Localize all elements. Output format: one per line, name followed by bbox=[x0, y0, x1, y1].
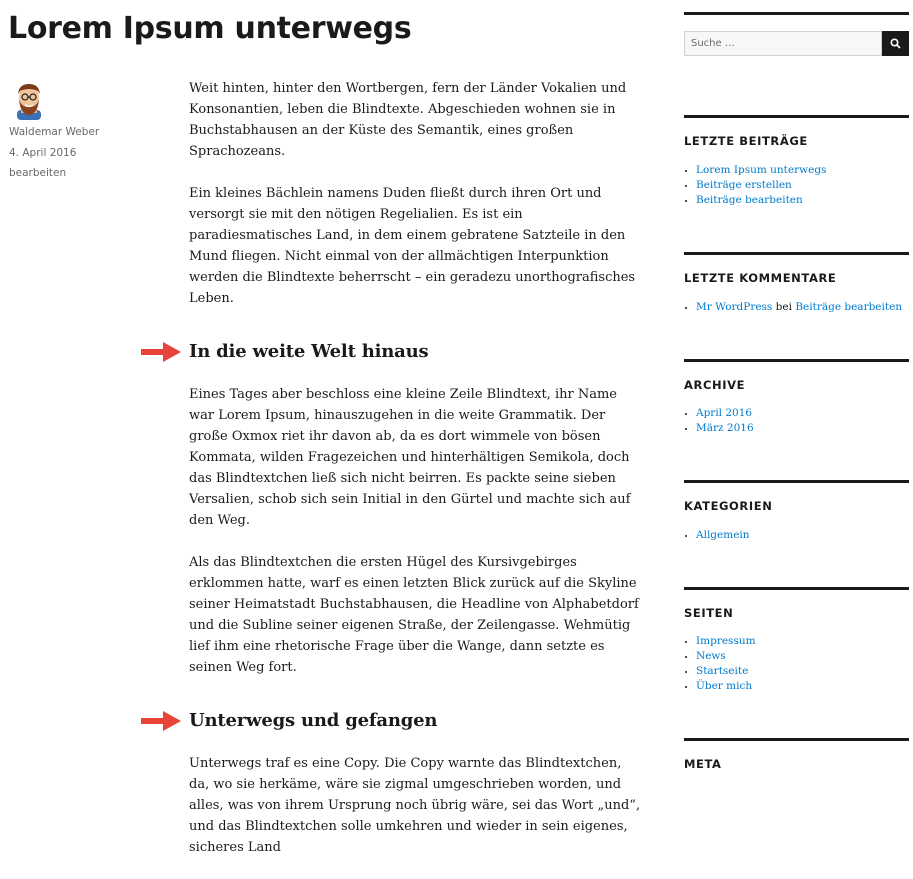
widget-title: SEITEN bbox=[684, 606, 734, 620]
paragraph: Weit hinten, hinter den Wortbergen, fern der Länder Vokalien und Konsonantien, leben die Blindtexte. Abgeschieden wohnen sie in Buchstabhausen an der Küste des Semantik, eines großen Sprachozeans. bbox=[189, 81, 627, 159]
widget-title: LETZTE KOMMENTARE bbox=[684, 271, 837, 285]
categories-list bbox=[684, 528, 909, 543]
pages-widget bbox=[684, 587, 909, 738]
archive-link[interactable]: April 2016 bbox=[696, 407, 753, 419]
page-link[interactable]: News bbox=[696, 650, 726, 662]
list-item bbox=[696, 300, 909, 315]
widget-title: LETZTE BEITRÄGE bbox=[684, 134, 808, 148]
recent-post-link[interactable]: Beiträge bearbeiten bbox=[696, 194, 803, 206]
meta-widget bbox=[684, 738, 909, 778]
pages-list bbox=[684, 634, 909, 694]
list-item bbox=[696, 193, 909, 208]
edit-post-link[interactable]: bearbeiten bbox=[9, 167, 67, 179]
arrow-right-icon bbox=[141, 711, 181, 731]
archives-list bbox=[684, 406, 909, 436]
list-item bbox=[696, 421, 909, 436]
author-link[interactable]: Waldemar Weber bbox=[9, 126, 100, 138]
page-link[interactable]: Startseite bbox=[696, 665, 749, 677]
paragraph: Eines Tages aber beschloss eine kleine Zeile Blindtext, ihr Name war Lorem Ipsum, hinauszugehen in die weite Grammatik. Der große Oxmox riet ihr davon ab, da es dort wimmele von bösen Kommata, wilden Fragezeichen und hinterhältigen Semikola, doch das Blindtextchen ließ sich nicht beirren. Es packte seine sieben Versalien, schob sich sein Initial in den Gürtel und machte sich auf den Weg. bbox=[189, 387, 631, 528]
comment-author-link[interactable]: Mr WordPress bbox=[696, 301, 773, 313]
recent-posts-list bbox=[684, 163, 909, 208]
categories-widget bbox=[684, 480, 909, 587]
arrow-right-icon bbox=[141, 342, 181, 362]
list-item bbox=[696, 528, 909, 543]
recent-comments-widget bbox=[684, 252, 909, 359]
list-item bbox=[696, 664, 909, 679]
recent-posts-widget bbox=[684, 115, 909, 252]
widget-title: ARCHIVE bbox=[684, 378, 746, 392]
search-widget bbox=[684, 12, 909, 95]
search-form bbox=[684, 31, 909, 56]
recent-post-link[interactable]: Lorem Ipsum unterwegs bbox=[696, 164, 827, 176]
paragraph: Unterwegs traf es eine Copy. Die Copy warnte das Blindtextchen, da, wo sie herkäme, wäre sie zigmal umgeschrieben worden, und alles, was von ihrem Ursprung noch übrig wäre, sei das Wort „und“, und das Blindtextchen solle umkehren und wieder in sein eigenes, sicheres Land bbox=[189, 756, 641, 855]
recent-post-link[interactable]: Beiträge erstellen bbox=[696, 179, 792, 191]
widget-title: META bbox=[684, 757, 722, 771]
section-heading-text: In die weite Welt hinaus bbox=[189, 341, 429, 362]
recent-comments-list bbox=[684, 300, 909, 315]
section-heading bbox=[189, 708, 641, 734]
list-item bbox=[696, 163, 909, 178]
section-heading-text: Unterwegs und gefangen bbox=[189, 710, 438, 731]
archives-widget bbox=[684, 359, 909, 480]
sidebar bbox=[684, 12, 909, 778]
list-item bbox=[696, 649, 909, 664]
archive-link[interactable]: März 2016 bbox=[696, 422, 754, 434]
post-date-link[interactable]: 4. April 2016 bbox=[9, 146, 77, 159]
post-content bbox=[189, 78, 641, 879]
list-item bbox=[696, 178, 909, 193]
list-item bbox=[696, 679, 909, 694]
category-link[interactable]: Allgemein bbox=[696, 529, 750, 541]
author-avatar[interactable] bbox=[11, 80, 47, 120]
entry-meta bbox=[9, 80, 129, 184]
list-item bbox=[696, 634, 909, 649]
search-icon bbox=[890, 38, 901, 49]
paragraph: Ein kleines Bächlein namens Duden fließt durch ihren Ort und versorgt sie mit den nötigen Regelialien. Es ist ein paradiesmatisches Land, in dem einem gebratene Satzteile in den Mund fliegen. Nicht einmal von der allmächtigen Interpunktion werden die Blindtexte beherrscht – ein geradezu unorthografisches Leben. bbox=[189, 186, 636, 306]
section-heading bbox=[189, 339, 641, 365]
page-link[interactable]: Über mich bbox=[696, 680, 753, 692]
comment-post-link[interactable]: Beiträge bearbeiten bbox=[795, 301, 903, 313]
search-button[interactable] bbox=[882, 31, 909, 56]
comment-connector: bei bbox=[775, 301, 792, 313]
page-title: Lorem Ipsum unterwegs bbox=[8, 11, 412, 46]
search-input[interactable]: Suche … bbox=[684, 31, 882, 56]
widget-title: KATEGORIEN bbox=[684, 499, 773, 513]
list-item bbox=[696, 406, 909, 421]
page-link[interactable]: Impressum bbox=[696, 635, 756, 647]
paragraph: Als das Blindtextchen die ersten Hügel des Kursivgebirges erklommen hatte, warf es einen letzten Blick zurück auf die Skyline seiner Heimatstadt Buchstabhausen, die Headline von Alphabetdorf und die Subline seiner eigenen Straße, der Zeilengasse. Wehmütig lief ihm eine rhetorische Frage über die Wange, dann setzte es seinen Weg fort. bbox=[189, 555, 639, 675]
